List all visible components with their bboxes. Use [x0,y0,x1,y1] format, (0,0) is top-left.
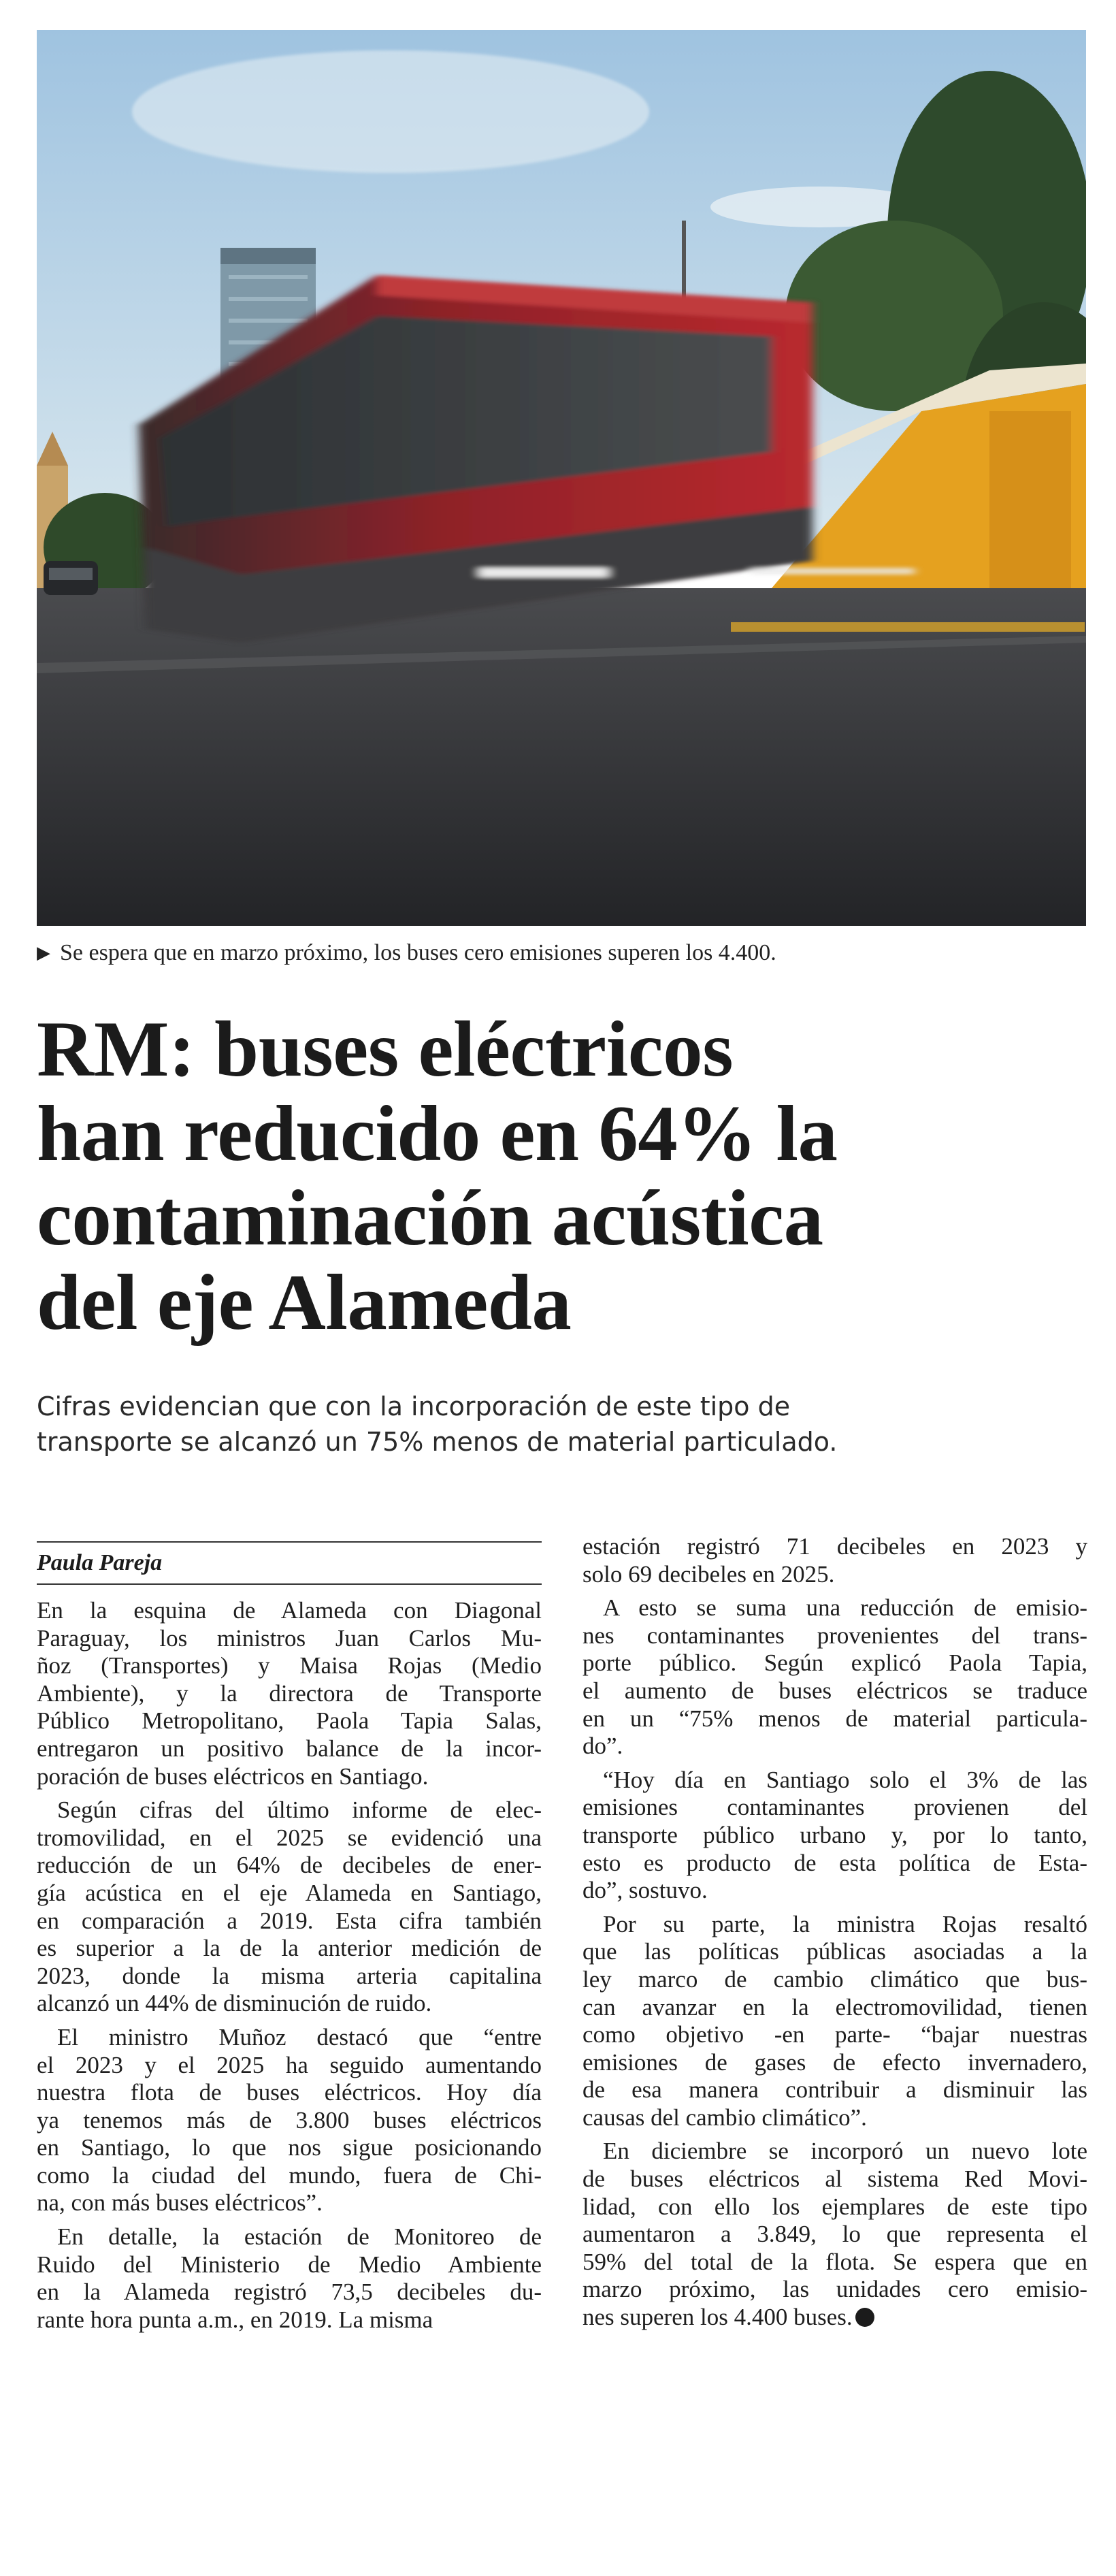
paragraph-line: transporte público urbano y, por lo tanto, [582,1821,1087,1848]
paragraph-line: El ministro Muñoz destacó que “entre [57,2023,542,2050]
paragraph-line: Por su parte, la ministra Rojas resaltó [603,1910,1087,1937]
paragraph-line: “Hoy día en Santiago solo el 3% de las [603,1766,1087,1793]
paragraph-line: Ambiente), y la directora de Transporte [37,1679,542,1707]
deck-line: Cifras evidencian que con la incorporación de este tipo de [37,1391,791,1421]
paragraph-line: nes contaminantes provenientes del trans- [582,1622,1087,1649]
paragraph-line: es superior a la de la anterior medición de [37,1935,542,1962]
headline-line: RM: buses eléctricos [37,1005,734,1093]
paragraph-line: gía acústica en el eje Alameda en Santiago, [37,1879,542,1906]
triangle-right-icon: ▶ [37,943,50,963]
paragraph-line: en Santiago, lo que nos sigue posicionando [37,2134,542,2161]
paragraph-line: 59% del total de la flota. Se espera que en [582,2248,1087,2275]
paragraph-line: el 2023 y el 2025 ha seguido aumentando [37,2051,542,2078]
end-of-article-dot-icon [855,2308,874,2327]
paragraph-line: alcanzó un 44% de disminución de ruido. [37,1990,432,2017]
article-paragraph [582,1767,1087,1905]
paragraph-line: lidad, con ello los ejemplares de este tipo [582,2193,1087,2220]
byline-rule-top [37,1541,542,1543]
paragraph-line: ñoz (Transportes) y Maisa Rojas (Medio [37,1652,542,1679]
paragraph-line: reducción de un 64% de decibeles de ener- [37,1852,542,1879]
headline-line: del eje Alameda [37,1259,572,1347]
paragraph-line: En la esquina de Alameda con Diagonal [37,1597,542,1624]
article-paragraph [37,2223,542,2334]
paragraph-line: nuestra flota de buses eléctricos. Hoy día [37,2079,542,2106]
article-paragraph [582,1533,1087,1588]
article-paragraph [37,1597,542,1790]
paragraph-line: como la ciudad del mundo, fuera de Chi- [37,2161,542,2189]
paragraph-line: do”, sostuvo. [582,1877,708,1904]
paragraph-line: Público Metropolitano, Paola Tapia Salas, [37,1707,542,1735]
paragraph-line: do”. [582,1733,623,1760]
deck-line: transporte se alcanzó un 75% menos de material particulado. [37,1427,838,1457]
paragraph-line: rante hora punta a.m., en 2019. La misma [37,2306,433,2333]
paragraph-line: En detalle, la estación de Monitoreo de [57,2223,542,2251]
byline-rule-bottom [37,1583,542,1585]
paragraph-line: can avanzar en la electromovilidad, tienen [582,1993,1087,2020]
paragraph-line: como objetivo -en parte- “bajar nuestras [582,2021,1087,2048]
article-column-left [37,1597,542,2340]
paragraph-line: en la Alameda registró 73,5 decibeles du- [37,2279,542,2306]
paragraph-line: marzo próximo, las unidades cero emisio- [582,2276,1087,2303]
article-column-right [582,1533,1087,2338]
photo-caption-text: Se espera que en marzo próximo, los buses cero emisiones superen los 4.400. [60,940,776,965]
paragraph-line: de esa manera contribuir a disminuir las [582,2076,1087,2104]
article-paragraph [582,2138,1087,2331]
headline-line: contaminación acústica [37,1174,823,1262]
paragraph-line: estación registró 71 decibeles en 2023 y [582,1533,1087,1560]
article-deck [37,1389,1071,1460]
paragraph-line: Según cifras del último informe de elec- [57,1797,542,1824]
paragraph-line: ley marco de cambio climático que bus- [582,1965,1087,1993]
photo-caption [37,939,1086,967]
paragraph-line: nes superen los 4.400 buses. [582,2304,1087,2332]
paragraph-line: ya tenemos más de 3.800 buses eléctricos [37,2106,542,2134]
headline-line: han reducido en 64% la [37,1090,838,1178]
article-paragraph [582,1911,1087,2132]
paragraph-line: En diciembre se incorporó un nuevo lote [603,2138,1087,2165]
paragraph-line: aumentaron a 3.849, lo que representa el [582,2221,1087,2248]
article-paragraph [582,1594,1087,1760]
paragraph-line: poración de buses eléctricos en Santiago. [37,1762,429,1790]
paragraph-line: que las políticas públicas asociadas a la [582,1938,1087,1965]
paragraph-line: A esto se suma una reducción de emisio- [603,1594,1087,1622]
paragraph-line: en comparación a 2019. Esta cifra también [37,1907,542,1934]
article-paragraph [37,1797,542,2018]
paragraph-line: en un “75% menos de material particula- [582,1705,1087,1732]
paragraph-line: esto es producto de esta política de Esta- [582,1849,1087,1876]
paragraph-line: emisiones de gases de efecto invernadero, [582,2048,1087,2076]
paragraph-line: Ruido del Ministerio de Medio Ambiente [37,2251,542,2278]
paragraph-line: el aumento de buses eléctricos se traduce [582,1677,1087,1704]
paragraph-line: na, con más buses eléctricos”. [37,2189,323,2217]
article-paragraph [37,2024,542,2217]
paragraph-line: entregaron un positivo balance de la incor- [37,1735,542,1762]
paragraph-line: de buses eléctricos al sistema Red Movi- [582,2166,1087,2193]
bus-photo-illustration [37,30,1086,926]
paragraph-line: Paraguay, los ministros Juan Carlos Mu- [37,1624,542,1652]
paragraph-line: tromovilidad, en el 2025 se evidenció una [37,1824,542,1851]
paragraph-line: emisiones contaminantes provienen del [582,1794,1087,1821]
article-photo [37,30,1086,926]
paragraph-line: solo 69 decibeles en 2025. [582,1560,835,1588]
paragraph-line: 2023, donde la misma arteria capitalina [37,1962,542,1989]
article-headline [37,1005,1098,1347]
paragraph-line: porte público. Según explicó Paola Tapia, [582,1649,1087,1677]
article-byline: Paula Pareja [37,1550,163,1575]
paragraph-line: causas del cambio climático”. [582,2104,867,2131]
